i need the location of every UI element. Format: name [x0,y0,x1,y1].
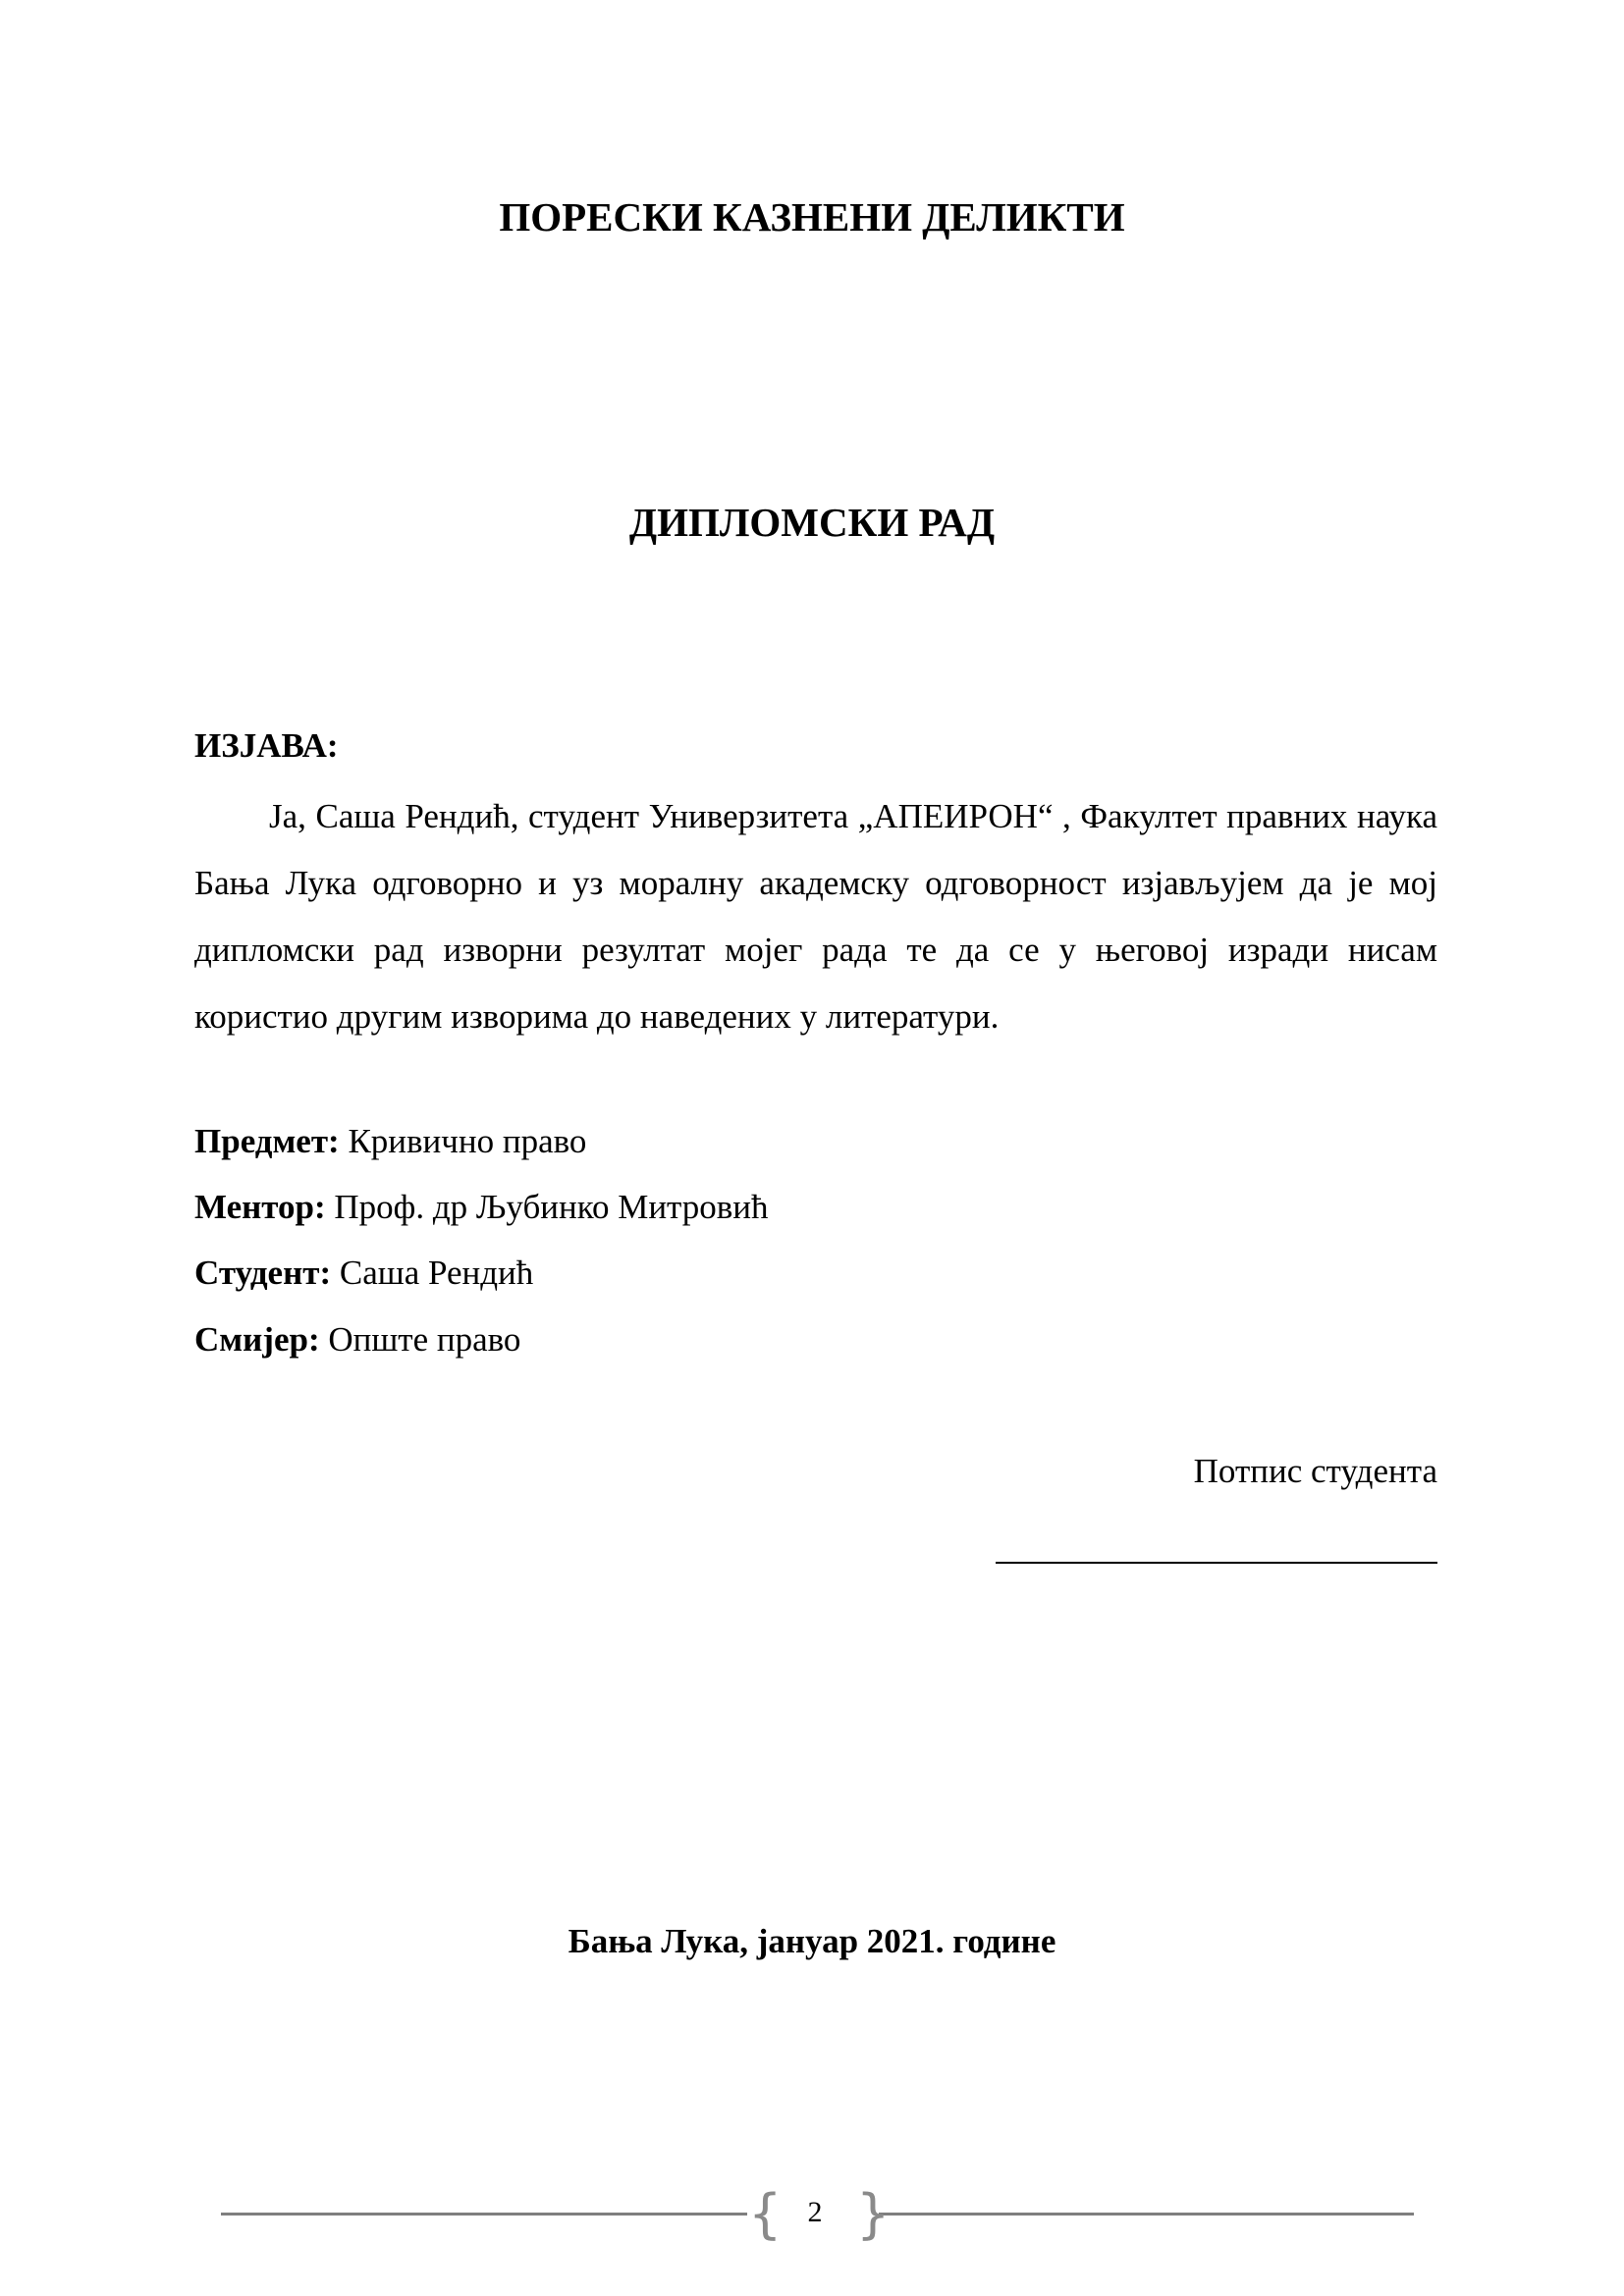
declaration-text: Ја, Саша Рендић, студент Универзитета „АПЕИРОН“ , Факултет правних наука Бања Лука одговорно и уз моралну академску одговорност изјављујем да је мој дипломски рад изворни резултат мојег рада те да се у његовој изради нисам користио другим изворима до наведених у литератури. [194,797,1437,1036]
mentor-row [194,1185,1437,1230]
declaration-heading: ИЗЈАВА: [194,726,339,765]
document-title: ПОРЕСКИ КАЗНЕНИ ДЕЛИКТИ [499,194,1125,240]
place-date: Бања Лука, јануар 2021. године [568,1922,1056,1960]
mentor-label: Ментор: [194,1188,326,1226]
major-value: Опште право [328,1320,521,1359]
document-subtitle: ДИПЛОМСКИ РАД [628,500,996,545]
student-row [194,1251,1437,1296]
footer-bracket-right: } [856,2183,891,2245]
signature-line [996,1562,1437,1564]
subject-value: Кривично право [348,1122,587,1160]
student-label: Студент: [194,1254,332,1292]
student-value: Саша Рендић [339,1254,534,1292]
page-number: 2 [807,2196,823,2228]
signature-label: Потпис студента [1193,1452,1437,1490]
major-row [194,1317,1437,1362]
subject-row [194,1119,1437,1164]
subject-label: Предмет: [194,1122,340,1160]
major-label: Смијер: [194,1320,320,1359]
mentor-value: Проф. др Љубинко Митровић [334,1188,769,1226]
footer-bracket-left: { [748,2183,783,2245]
footer-rule-left [221,2213,747,2216]
footer-rule-right [879,2213,1414,2216]
